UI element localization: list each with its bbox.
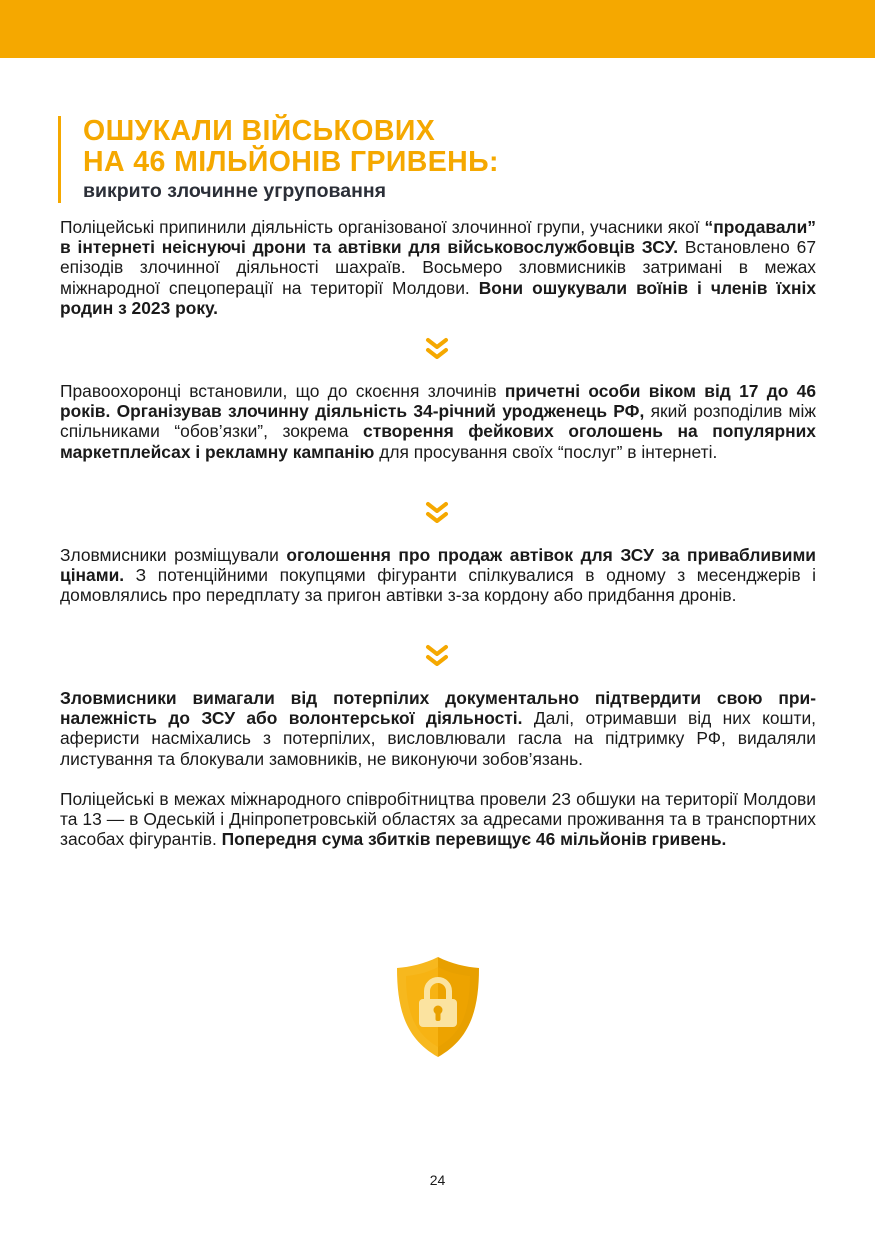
top-accent-bar — [0, 0, 875, 58]
article-heading — [58, 116, 783, 203]
paragraph-3-text-2: З потенційними покупцями фігуранти спілкувалися в одному з месенджерів і домовлялись про передплату за пригон автівки з-за кордону або придбання дронів. — [60, 565, 816, 606]
page-title-line-2: НА 46 МІЛЬЙОНІВ ГРИВЕНЬ: — [83, 146, 499, 178]
page-subtitle: викрито злочинне угруповання — [83, 180, 387, 202]
double-chevron-down-icon — [424, 336, 450, 362]
paragraph-3-bold-1: оголошення про продаж автівок для ЗСУ за привабливими цінами. — [60, 545, 816, 586]
paragraph-2-text-3: для просування своїх “послуг” в інтернеті. — [374, 441, 718, 462]
paragraph-2-text-1: Правоохоронці встановили, що до скоєння злочинів — [60, 381, 505, 401]
paragraph-1-bold-1: “продавали” в інтернеті неіснуючі дрони та автівки для військовослужбовців ЗСУ. — [60, 217, 816, 258]
paragraph-4 — [60, 688, 816, 769]
paragraph-4-text-1: Далі, отримавши від них кошти, аферисти насміхались з потерпілих, висловлювали гасла на підтримку РФ, видаляли листування та блокували замовників, не виконуючи зобов’язань. — [60, 708, 817, 769]
paragraph-3-text-1: Зловмисники розміщували — [60, 545, 287, 565]
paragraph-3 — [60, 545, 816, 606]
paragraph-1-text-2: Встановлено 67 епізодів злочинної діяльності шахраїв. Восьмеро зловмисників затримані в межах міжнародної спецоперації на території Молдови. — [60, 237, 816, 298]
paragraph-1-text-1: Поліцейські припинили діяльність організованої злочинної групи, учасники якої — [60, 217, 705, 237]
paragraph-5 — [60, 789, 816, 850]
paragraph-1 — [60, 217, 816, 318]
double-chevron-down-icon — [424, 643, 450, 669]
paragraph-5-bold-1: Попередня сума збитків перевищує 46 мільйонів гривень. — [221, 829, 727, 850]
double-chevron-down-icon — [424, 500, 450, 526]
paragraph-4-bold-1: Зловмисники вимагали від потерпілих документально підтвердити свою приналежність до ЗСУ або волонтерської діяльності. — [60, 688, 816, 729]
paragraph-2-bold-1: причетні особи віком від 17 до 46 років. Організував злочинну діяльність 34-річний уродженець РФ, — [60, 381, 816, 422]
paragraph-5-text-1: Поліцейські в межах міжнародного співробітництва провели 23 обшуки на території Молдови та 13 — в Одеській і Дніпропетровській областях за адресами проживання та в транспортних засобах фігурантів. — [60, 789, 816, 850]
paragraph-2-bold-2: створення фейкових оголошень на популярних маркетплейсах і рекламну кампанію — [60, 421, 816, 462]
page-title-line-1: ОШУКАЛИ ВІЙСЬКОВИХ — [83, 115, 436, 147]
page-number: 24 — [429, 1172, 446, 1188]
paragraph-2-text-2: який розподілив між спільниками “обов’язки”, зокрема — [60, 401, 816, 442]
paragraph-2 — [60, 381, 816, 462]
paragraph-1-bold-2: Вони ошукували воїнів і членів їхніх родин з 2023 року. — [60, 277, 816, 318]
shield-lock-icon — [394, 955, 482, 1059]
